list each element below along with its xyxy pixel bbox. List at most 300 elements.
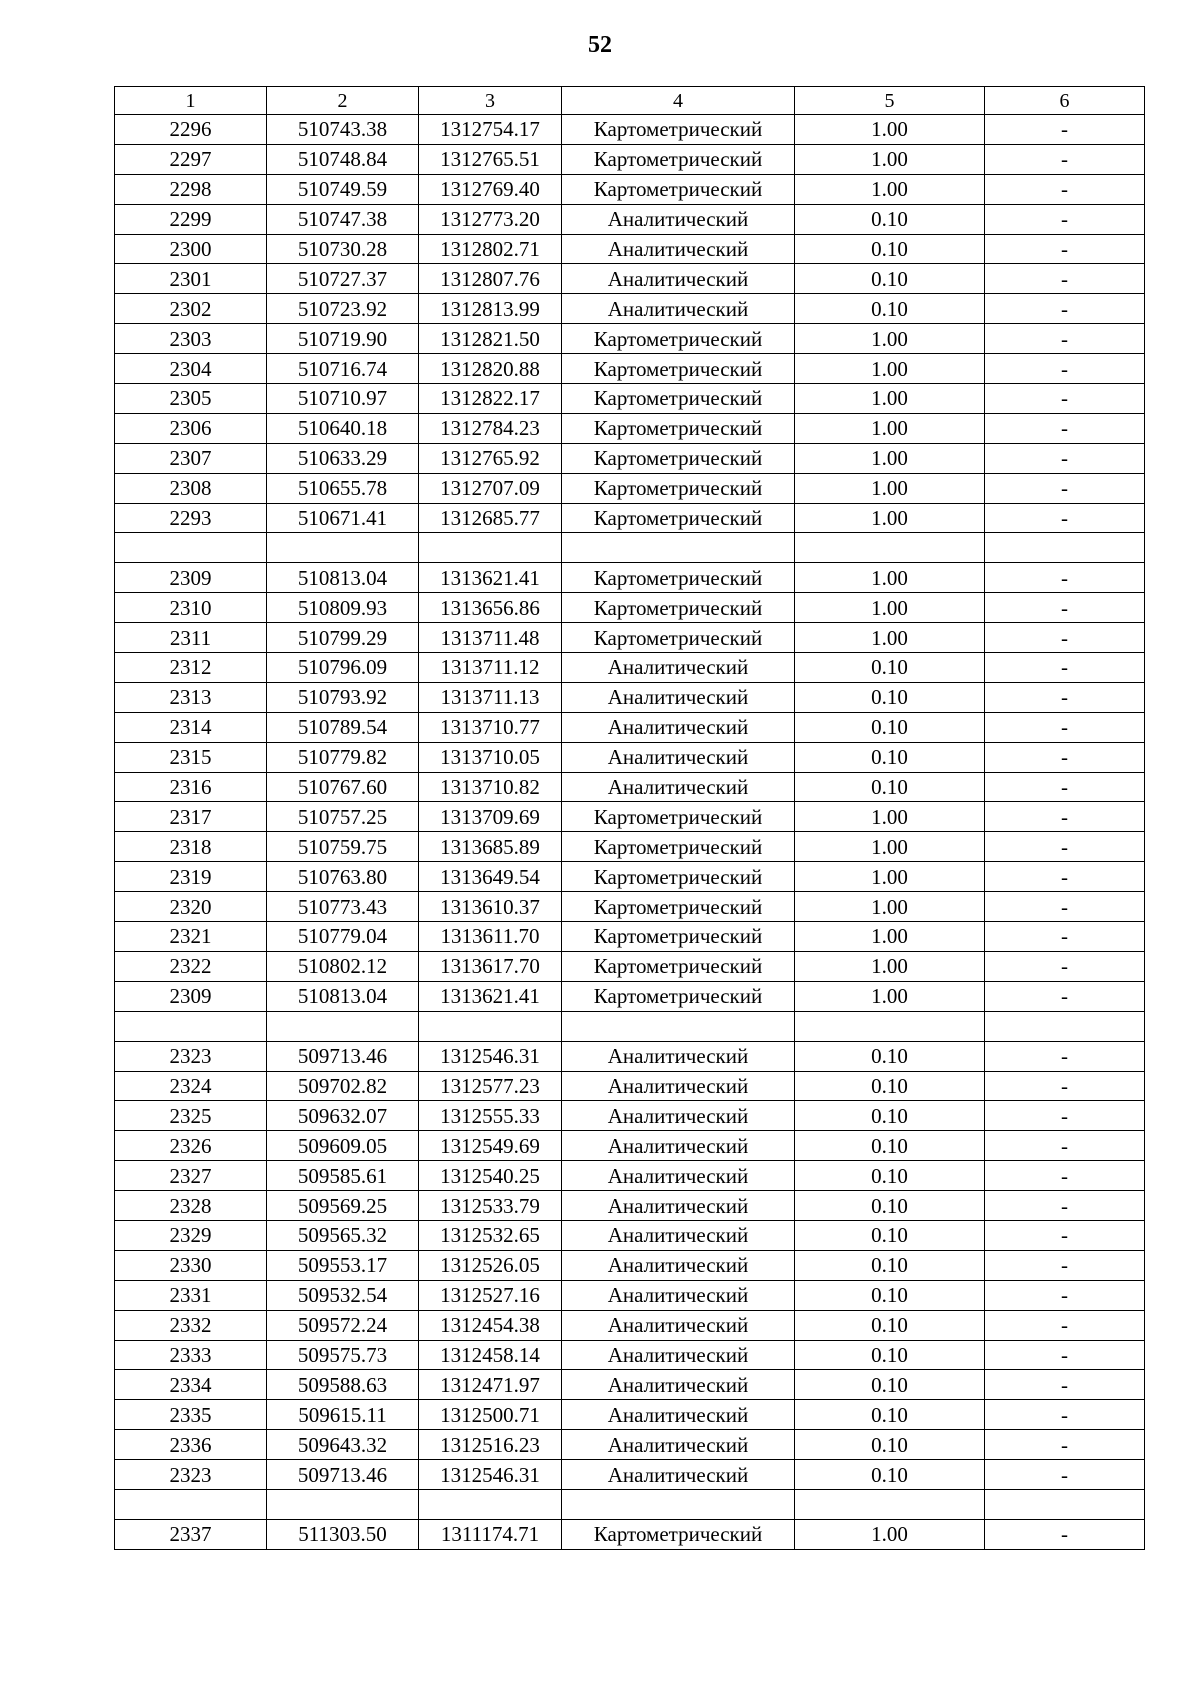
point-number-cell: 2299 xyxy=(115,204,267,234)
description-cell: - xyxy=(985,772,1145,802)
accuracy-cell: 0.10 xyxy=(795,1041,985,1071)
table-row xyxy=(115,473,1145,503)
table-row xyxy=(115,623,1145,653)
description-cell: - xyxy=(985,294,1145,324)
accuracy-cell: 0.10 xyxy=(795,1310,985,1340)
method-cell: Аналитический xyxy=(562,1310,795,1340)
accuracy-cell: 1.00 xyxy=(795,922,985,952)
accuracy-cell: 0.10 xyxy=(795,1101,985,1131)
point-number-cell xyxy=(115,533,267,563)
description-cell: - xyxy=(985,1430,1145,1460)
description-cell: - xyxy=(985,443,1145,473)
point-number-cell: 2333 xyxy=(115,1340,267,1370)
x-coordinate-cell: 509572.24 xyxy=(267,1310,419,1340)
y-coordinate-cell: 1312546.31 xyxy=(419,1041,562,1071)
description-cell: - xyxy=(985,742,1145,772)
x-coordinate-cell: 509569.25 xyxy=(267,1191,419,1221)
table-row xyxy=(115,1011,1145,1041)
x-coordinate-cell: 510723.92 xyxy=(267,294,419,324)
y-coordinate-cell: 1312516.23 xyxy=(419,1430,562,1460)
description-cell: - xyxy=(985,503,1145,533)
point-number-cell: 2302 xyxy=(115,294,267,324)
y-coordinate-cell xyxy=(419,533,562,563)
description-cell: - xyxy=(985,204,1145,234)
x-coordinate-cell: 509609.05 xyxy=(267,1131,419,1161)
point-number-cell: 2324 xyxy=(115,1071,267,1101)
method-cell: Картометрический xyxy=(562,922,795,952)
x-coordinate-cell: 510773.43 xyxy=(267,892,419,922)
y-coordinate-cell: 1313685.89 xyxy=(419,832,562,862)
point-number-cell: 2319 xyxy=(115,862,267,892)
description-cell: - xyxy=(985,1101,1145,1131)
y-coordinate-cell: 1312454.38 xyxy=(419,1310,562,1340)
x-coordinate-cell: 509565.32 xyxy=(267,1220,419,1250)
y-coordinate-cell: 1312707.09 xyxy=(419,473,562,503)
coordinates-table xyxy=(114,86,1145,1550)
point-number-cell: 2298 xyxy=(115,174,267,204)
y-coordinate-cell xyxy=(419,1011,562,1041)
point-number-cell: 2322 xyxy=(115,951,267,981)
table-row xyxy=(115,234,1145,264)
y-coordinate-cell: 1313711.48 xyxy=(419,623,562,653)
description-cell: - xyxy=(985,832,1145,862)
y-coordinate-cell: 1313649.54 xyxy=(419,862,562,892)
accuracy-cell: 0.10 xyxy=(795,264,985,294)
accuracy-cell: 0.10 xyxy=(795,1161,985,1191)
description-cell: - xyxy=(985,1310,1145,1340)
table-row xyxy=(115,204,1145,234)
accuracy-cell: 0.10 xyxy=(795,1340,985,1370)
x-coordinate-cell: 510716.74 xyxy=(267,354,419,384)
description-cell: - xyxy=(985,1250,1145,1280)
description-cell: - xyxy=(985,1340,1145,1370)
accuracy-cell: 1.00 xyxy=(795,503,985,533)
x-coordinate-cell: 509575.73 xyxy=(267,1340,419,1370)
accuracy-cell: 0.10 xyxy=(795,294,985,324)
accuracy-cell: 0.10 xyxy=(795,772,985,802)
y-coordinate-cell: 1313710.77 xyxy=(419,712,562,742)
x-coordinate-cell xyxy=(267,1011,419,1041)
y-coordinate-cell: 1312820.88 xyxy=(419,354,562,384)
x-coordinate-cell: 509553.17 xyxy=(267,1250,419,1280)
y-coordinate-cell: 1312765.51 xyxy=(419,144,562,174)
method-cell: Картометрический xyxy=(562,144,795,174)
x-coordinate-cell: 509615.11 xyxy=(267,1400,419,1430)
table-row xyxy=(115,174,1145,204)
x-coordinate-cell: 510802.12 xyxy=(267,951,419,981)
accuracy-cell xyxy=(795,1011,985,1041)
description-cell: - xyxy=(985,1220,1145,1250)
x-coordinate-cell: 510809.93 xyxy=(267,593,419,623)
table-row xyxy=(115,1489,1145,1519)
accuracy-cell: 0.10 xyxy=(795,1400,985,1430)
x-coordinate-cell: 510789.54 xyxy=(267,712,419,742)
method-cell: Картометрический xyxy=(562,802,795,832)
table-row xyxy=(115,593,1145,623)
accuracy-cell: 1.00 xyxy=(795,413,985,443)
description-cell xyxy=(985,1011,1145,1041)
point-number-cell: 2304 xyxy=(115,354,267,384)
x-coordinate-cell: 510671.41 xyxy=(267,503,419,533)
y-coordinate-cell: 1313621.41 xyxy=(419,981,562,1011)
method-cell: Аналитический xyxy=(562,712,795,742)
y-coordinate-cell: 1313710.05 xyxy=(419,742,562,772)
table-row xyxy=(115,264,1145,294)
point-number-cell: 2305 xyxy=(115,384,267,414)
method-cell: Аналитический xyxy=(562,1460,795,1490)
description-cell: - xyxy=(985,473,1145,503)
point-number-cell: 2296 xyxy=(115,115,267,145)
method-cell: Картометрический xyxy=(562,473,795,503)
point-number-cell: 2325 xyxy=(115,1101,267,1131)
x-coordinate-cell: 509713.46 xyxy=(267,1460,419,1490)
y-coordinate-cell: 1312802.71 xyxy=(419,234,562,264)
table-row xyxy=(115,1191,1145,1221)
accuracy-cell: 1.00 xyxy=(795,981,985,1011)
accuracy-cell: 0.10 xyxy=(795,1370,985,1400)
description-cell: - xyxy=(985,115,1145,145)
table-row xyxy=(115,922,1145,952)
page-number: 52 xyxy=(588,32,612,58)
method-cell: Картометрический xyxy=(562,981,795,1011)
description-cell: - xyxy=(985,264,1145,294)
point-number-cell: 2311 xyxy=(115,623,267,653)
description-cell: - xyxy=(985,951,1145,981)
description-cell: - xyxy=(985,623,1145,653)
y-coordinate-cell: 1313621.41 xyxy=(419,563,562,593)
accuracy-cell: 1.00 xyxy=(795,892,985,922)
method-cell: Аналитический xyxy=(562,742,795,772)
table-row xyxy=(115,742,1145,772)
method-cell: Картометрический xyxy=(562,324,795,354)
point-number-cell: 2332 xyxy=(115,1310,267,1340)
table-row xyxy=(115,981,1145,1011)
y-coordinate-cell: 1313709.69 xyxy=(419,802,562,832)
method-cell: Аналитический xyxy=(562,772,795,802)
point-number-cell: 2326 xyxy=(115,1131,267,1161)
table-row xyxy=(115,1400,1145,1430)
x-coordinate-cell: 509643.32 xyxy=(267,1430,419,1460)
accuracy-cell: 0.10 xyxy=(795,1250,985,1280)
description-cell: - xyxy=(985,1191,1145,1221)
point-number-cell: 2335 xyxy=(115,1400,267,1430)
point-number-cell: 2323 xyxy=(115,1460,267,1490)
method-cell: Картометрический xyxy=(562,443,795,473)
point-number-cell: 2318 xyxy=(115,832,267,862)
y-coordinate-cell: 1313711.12 xyxy=(419,653,562,683)
x-coordinate-cell: 509702.82 xyxy=(267,1071,419,1101)
y-coordinate-cell: 1312532.65 xyxy=(419,1220,562,1250)
method-cell: Картометрический xyxy=(562,862,795,892)
x-coordinate-cell: 510759.75 xyxy=(267,832,419,862)
description-cell: - xyxy=(985,563,1145,593)
accuracy-cell: 0.10 xyxy=(795,1071,985,1101)
table-row xyxy=(115,1340,1145,1370)
table-row xyxy=(115,951,1145,981)
accuracy-cell xyxy=(795,1489,985,1519)
description-cell: - xyxy=(985,593,1145,623)
point-number-cell: 2301 xyxy=(115,264,267,294)
accuracy-cell: 1.00 xyxy=(795,115,985,145)
y-coordinate-cell: 1312765.92 xyxy=(419,443,562,473)
y-coordinate-cell: 1313617.70 xyxy=(419,951,562,981)
table-row xyxy=(115,503,1145,533)
y-coordinate-cell: 1312540.25 xyxy=(419,1161,562,1191)
x-coordinate-cell: 510640.18 xyxy=(267,413,419,443)
table-row xyxy=(115,1041,1145,1071)
description-cell: - xyxy=(985,682,1145,712)
accuracy-cell: 0.10 xyxy=(795,1460,985,1490)
point-number-cell: 2320 xyxy=(115,892,267,922)
description-cell xyxy=(985,533,1145,563)
point-number-cell: 2331 xyxy=(115,1280,267,1310)
point-number-cell: 2309 xyxy=(115,563,267,593)
accuracy-cell: 1.00 xyxy=(795,563,985,593)
table-row xyxy=(115,563,1145,593)
method-cell: Аналитический xyxy=(562,682,795,712)
description-cell: - xyxy=(985,802,1145,832)
method-cell: Аналитический xyxy=(562,1071,795,1101)
method-cell: Аналитический xyxy=(562,234,795,264)
description-cell: - xyxy=(985,174,1145,204)
point-number-cell: 2330 xyxy=(115,1250,267,1280)
point-number-cell: 2307 xyxy=(115,443,267,473)
x-coordinate-cell: 510749.59 xyxy=(267,174,419,204)
point-number-cell: 2303 xyxy=(115,324,267,354)
method-cell: Аналитический xyxy=(562,1280,795,1310)
x-coordinate-cell: 510743.38 xyxy=(267,115,419,145)
x-coordinate-cell: 510813.04 xyxy=(267,563,419,593)
description-cell: - xyxy=(985,981,1145,1011)
accuracy-cell: 0.10 xyxy=(795,682,985,712)
point-number-cell: 2334 xyxy=(115,1370,267,1400)
description-cell: - xyxy=(985,144,1145,174)
description-cell: - xyxy=(985,1131,1145,1161)
accuracy-cell: 0.10 xyxy=(795,1191,985,1221)
description-cell: - xyxy=(985,1161,1145,1191)
method-cell: Аналитический xyxy=(562,1400,795,1430)
method-cell: Картометрический xyxy=(562,503,795,533)
description-cell: - xyxy=(985,1519,1145,1549)
description-cell: - xyxy=(985,354,1145,384)
y-coordinate-cell: 1312769.40 xyxy=(419,174,562,204)
point-number-cell: 2312 xyxy=(115,653,267,683)
method-cell xyxy=(562,1489,795,1519)
y-coordinate-cell: 1313711.13 xyxy=(419,682,562,712)
method-cell: Картометрический xyxy=(562,892,795,922)
x-coordinate-cell: 509713.46 xyxy=(267,1041,419,1071)
method-cell: Картометрический xyxy=(562,354,795,384)
description-cell: - xyxy=(985,413,1145,443)
point-number-cell: 2313 xyxy=(115,682,267,712)
accuracy-cell: 0.10 xyxy=(795,653,985,683)
table-row xyxy=(115,802,1145,832)
point-number-cell: 2293 xyxy=(115,503,267,533)
method-cell: Картометрический xyxy=(562,174,795,204)
x-coordinate-cell xyxy=(267,1489,419,1519)
accuracy-cell: 1.00 xyxy=(795,174,985,204)
point-number-cell: 2328 xyxy=(115,1191,267,1221)
y-coordinate-cell: 1312555.33 xyxy=(419,1101,562,1131)
x-coordinate-cell: 510779.82 xyxy=(267,742,419,772)
description-cell: - xyxy=(985,653,1145,683)
column-header: 2 xyxy=(267,87,419,115)
method-cell: Аналитический xyxy=(562,1131,795,1161)
x-coordinate-cell: 510710.97 xyxy=(267,384,419,414)
x-coordinate-cell: 509632.07 xyxy=(267,1101,419,1131)
accuracy-cell: 1.00 xyxy=(795,951,985,981)
y-coordinate-cell: 1312546.31 xyxy=(419,1460,562,1490)
table-row xyxy=(115,1250,1145,1280)
y-coordinate-cell: 1313710.82 xyxy=(419,772,562,802)
method-cell: Аналитический xyxy=(562,1041,795,1071)
table-row xyxy=(115,294,1145,324)
column-header: 1 xyxy=(115,87,267,115)
description-cell: - xyxy=(985,892,1145,922)
accuracy-cell: 1.00 xyxy=(795,324,985,354)
accuracy-cell: 1.00 xyxy=(795,862,985,892)
table-row xyxy=(115,1071,1145,1101)
table-body xyxy=(115,87,1145,1550)
point-number-cell: 2314 xyxy=(115,712,267,742)
y-coordinate-cell: 1312807.76 xyxy=(419,264,562,294)
x-coordinate-cell: 510757.25 xyxy=(267,802,419,832)
x-coordinate-cell: 509585.61 xyxy=(267,1161,419,1191)
accuracy-cell: 0.10 xyxy=(795,712,985,742)
point-number-cell: 2308 xyxy=(115,473,267,503)
point-number-cell: 2329 xyxy=(115,1220,267,1250)
x-coordinate-cell: 510763.80 xyxy=(267,862,419,892)
y-coordinate-cell: 1312822.17 xyxy=(419,384,562,414)
y-coordinate-cell xyxy=(419,1489,562,1519)
method-cell: Картометрический xyxy=(562,951,795,981)
y-coordinate-cell: 1312526.05 xyxy=(419,1250,562,1280)
description-cell: - xyxy=(985,862,1145,892)
column-header: 6 xyxy=(985,87,1145,115)
table-row xyxy=(115,832,1145,862)
method-cell: Аналитический xyxy=(562,1340,795,1370)
table-row xyxy=(115,144,1145,174)
accuracy-cell: 1.00 xyxy=(795,832,985,862)
method-cell xyxy=(562,1011,795,1041)
table-row xyxy=(115,862,1145,892)
point-number-cell: 2327 xyxy=(115,1161,267,1191)
x-coordinate-cell: 510730.28 xyxy=(267,234,419,264)
table-row xyxy=(115,682,1145,712)
description-cell: - xyxy=(985,384,1145,414)
table-row xyxy=(115,1460,1145,1490)
y-coordinate-cell: 1313656.86 xyxy=(419,593,562,623)
method-cell: Аналитический xyxy=(562,294,795,324)
accuracy-cell xyxy=(795,533,985,563)
accuracy-cell: 1.00 xyxy=(795,354,985,384)
table-row xyxy=(115,712,1145,742)
table-row xyxy=(115,115,1145,145)
x-coordinate-cell: 510796.09 xyxy=(267,653,419,683)
point-number-cell: 2336 xyxy=(115,1430,267,1460)
y-coordinate-cell: 1312773.20 xyxy=(419,204,562,234)
method-cell: Аналитический xyxy=(562,264,795,294)
description-cell: - xyxy=(985,1280,1145,1310)
x-coordinate-cell: 510748.84 xyxy=(267,144,419,174)
point-number-cell: 2323 xyxy=(115,1041,267,1071)
table-header-row xyxy=(115,87,1145,115)
accuracy-cell: 1.00 xyxy=(795,802,985,832)
x-coordinate-cell: 510655.78 xyxy=(267,473,419,503)
accuracy-cell: 0.10 xyxy=(795,204,985,234)
accuracy-cell: 1.00 xyxy=(795,473,985,503)
table-row xyxy=(115,772,1145,802)
description-cell: - xyxy=(985,1370,1145,1400)
table-row xyxy=(115,1101,1145,1131)
column-header: 5 xyxy=(795,87,985,115)
point-number-cell: 2300 xyxy=(115,234,267,264)
x-coordinate-cell: 510793.92 xyxy=(267,682,419,712)
description-cell: - xyxy=(985,922,1145,952)
accuracy-cell: 0.10 xyxy=(795,1220,985,1250)
x-coordinate-cell xyxy=(267,533,419,563)
accuracy-cell: 0.10 xyxy=(795,1131,985,1161)
accuracy-cell: 0.10 xyxy=(795,742,985,772)
table-row xyxy=(115,413,1145,443)
method-cell: Картометрический xyxy=(562,832,795,862)
table-row xyxy=(115,892,1145,922)
table-row xyxy=(115,1310,1145,1340)
table-row xyxy=(115,653,1145,683)
y-coordinate-cell: 1312471.97 xyxy=(419,1370,562,1400)
method-cell: Картометрический xyxy=(562,413,795,443)
method-cell: Аналитический xyxy=(562,204,795,234)
x-coordinate-cell: 510779.04 xyxy=(267,922,419,952)
point-number-cell xyxy=(115,1489,267,1519)
accuracy-cell: 1.00 xyxy=(795,443,985,473)
table-row xyxy=(115,1280,1145,1310)
x-coordinate-cell: 510799.29 xyxy=(267,623,419,653)
y-coordinate-cell: 1312784.23 xyxy=(419,413,562,443)
x-coordinate-cell: 511303.50 xyxy=(267,1519,419,1549)
description-cell: - xyxy=(985,234,1145,264)
point-number-cell: 2309 xyxy=(115,981,267,1011)
x-coordinate-cell: 509532.54 xyxy=(267,1280,419,1310)
accuracy-cell: 0.10 xyxy=(795,1430,985,1460)
method-cell: Картометрический xyxy=(562,563,795,593)
point-number-cell xyxy=(115,1011,267,1041)
x-coordinate-cell: 509588.63 xyxy=(267,1370,419,1400)
accuracy-cell: 1.00 xyxy=(795,623,985,653)
point-number-cell: 2337 xyxy=(115,1519,267,1549)
y-coordinate-cell: 1312533.79 xyxy=(419,1191,562,1221)
y-coordinate-cell: 1313611.70 xyxy=(419,922,562,952)
table-row xyxy=(115,1161,1145,1191)
table-row xyxy=(115,1430,1145,1460)
point-number-cell: 2321 xyxy=(115,922,267,952)
x-coordinate-cell: 510767.60 xyxy=(267,772,419,802)
method-cell: Аналитический xyxy=(562,1430,795,1460)
point-number-cell: 2310 xyxy=(115,593,267,623)
method-cell: Аналитический xyxy=(562,1250,795,1280)
table-row xyxy=(115,533,1145,563)
point-number-cell: 2316 xyxy=(115,772,267,802)
x-coordinate-cell: 510727.37 xyxy=(267,264,419,294)
table-row xyxy=(115,384,1145,414)
description-cell xyxy=(985,1489,1145,1519)
table-row xyxy=(115,1370,1145,1400)
table-row xyxy=(115,443,1145,473)
table-row xyxy=(115,324,1145,354)
description-cell: - xyxy=(985,712,1145,742)
method-cell: Картометрический xyxy=(562,593,795,623)
method-cell: Картометрический xyxy=(562,1519,795,1549)
